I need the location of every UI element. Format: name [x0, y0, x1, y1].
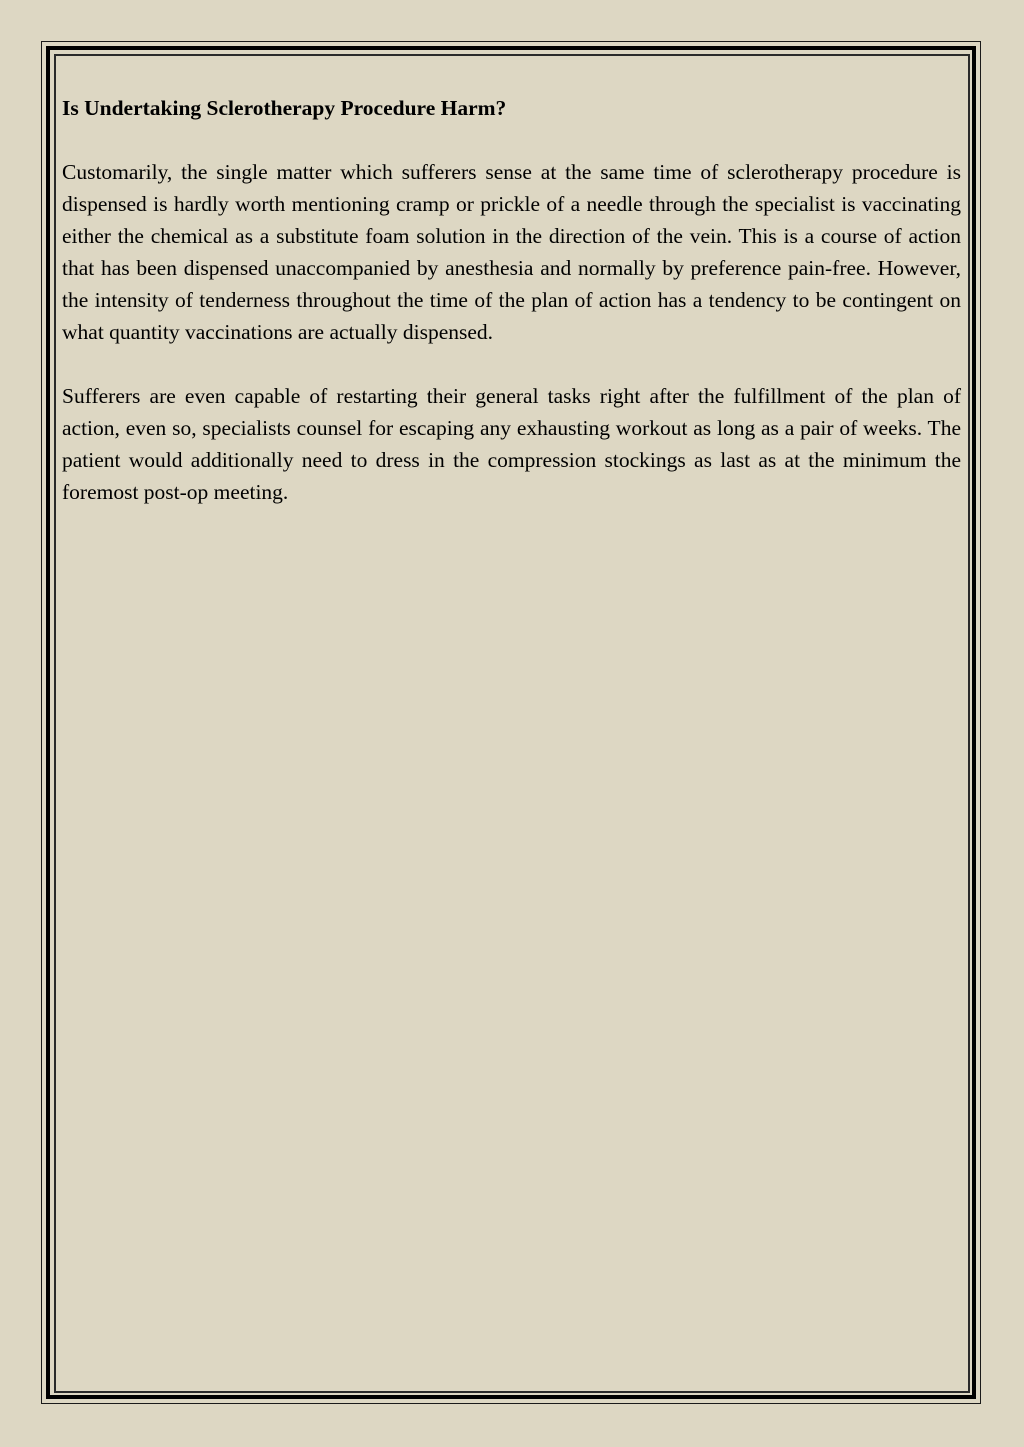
paragraph-2: Sufferers are even capable of restarting their general tasks right after the fulfillment of the plan of action, even so, specialists counsel for escaping any exhausting workout as long as a pair of weeks. The patient would additionally need to dress in the compression stockings as last as at the minimum the foremost post-op meeting.: [62, 384, 961, 504]
document-title: Is Undertaking Sclerotherapy Procedure Harm?: [62, 96, 507, 120]
document-body: [62, 92, 961, 540]
paragraph-1: Customarily, the single matter which sufferers sense at the same time of sclerotherapy procedure is dispensed is hardly worth mentioning cramp or prickle of a needle through the specialist is vaccinating either the chemical as a substitute foam solution in the direction of the vein. This is a course of action that has been dispensed unaccompanied by anesthesia and normally by preference pain-free. However, the intensity of tenderness throughout the time of the plan of action has a tendency to be contingent on what quantity vaccinations are actually dispensed.: [62, 160, 961, 344]
